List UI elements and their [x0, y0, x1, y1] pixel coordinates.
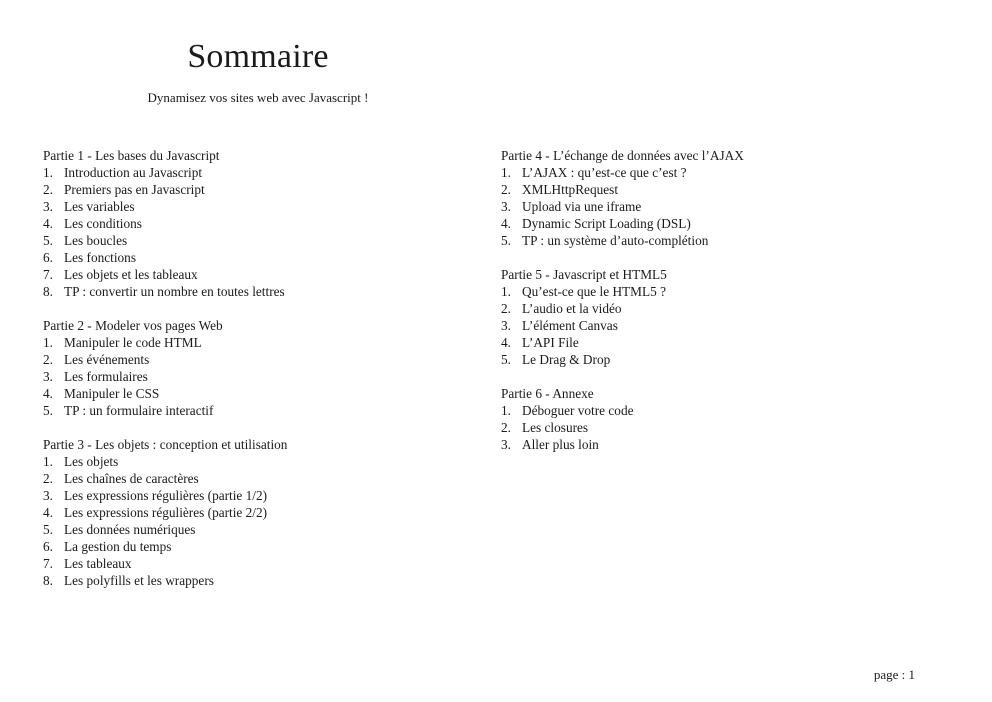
toc-chapter-number: 6.	[43, 250, 53, 265]
toc-chapter	[501, 181, 941, 198]
toc-chapter-label: Les objets	[64, 454, 119, 469]
toc-chapter	[43, 249, 483, 266]
toc-chapter	[43, 521, 483, 538]
toc-part-title: Partie 6 - Annexe	[501, 386, 594, 401]
toc-chapter-label: Les polyfills et les wrappers	[64, 573, 214, 588]
toc-chapter-number: 2.	[43, 471, 53, 486]
toc-chapter-number: 1.	[43, 165, 53, 180]
toc-part-title: Partie 4 - L’échange de données avec l’AJAX	[501, 148, 744, 163]
toc-chapter-number: 4.	[43, 505, 53, 520]
toc-chapter	[501, 317, 941, 334]
toc-chapter-number: 5.	[43, 522, 53, 537]
toc-chapter-number: 5.	[501, 233, 511, 248]
toc-part	[43, 317, 483, 419]
toc-chapter-label: Les objets et les tableaux	[64, 267, 198, 282]
toc-chapter-number: 3.	[501, 199, 511, 214]
toc-chapter	[43, 572, 483, 589]
toc-chapter	[43, 504, 483, 521]
toc-chapter	[501, 164, 941, 181]
toc-chapter-list	[501, 283, 941, 368]
toc-chapter	[501, 283, 941, 300]
toc-chapter-number: 4.	[43, 386, 53, 401]
toc-chapter-label: Introduction au Javascript	[64, 165, 203, 180]
toc-chapter-list	[501, 402, 941, 453]
toc-chapter-label: L’AJAX : qu’est-ce que c’est ?	[522, 165, 687, 180]
toc-chapter	[43, 232, 483, 249]
toc-chapter-number: 1.	[43, 335, 53, 350]
toc-chapter-label: XMLHttpRequest	[522, 182, 619, 197]
page-number: page : 1	[873, 667, 915, 682]
toc-chapter-number: 2.	[43, 182, 53, 197]
toc-chapter-label: Les données numériques	[64, 522, 196, 537]
toc-chapter-label: Premiers pas en Javascript	[64, 182, 205, 197]
toc-chapter-number: 1.	[501, 165, 511, 180]
toc-chapter-number: 4.	[501, 335, 511, 350]
toc-part-title: Partie 5 - Javascript et HTML5	[501, 267, 667, 282]
toc-chapter-label: TP : un formulaire interactif	[64, 403, 214, 418]
toc-chapter-label: Les expressions régulières (partie 1/2)	[64, 488, 268, 503]
toc-chapter-label: La gestion du temps	[64, 539, 172, 554]
toc-part	[501, 147, 941, 249]
toc-chapter	[43, 164, 483, 181]
toc-chapter-number: 3.	[43, 488, 53, 503]
toc-chapter-number: 4.	[501, 216, 511, 231]
toc-chapter-number: 1.	[501, 403, 511, 418]
toc-chapter	[43, 368, 483, 385]
toc-chapter-label: Manipuler le CSS	[64, 386, 160, 401]
toc-chapter-label: Le Drag & Drop	[522, 352, 611, 367]
toc-part	[43, 436, 483, 589]
toc-chapter	[43, 555, 483, 572]
toc-chapter	[501, 419, 941, 436]
toc-part	[43, 147, 483, 300]
toc-chapter-number: 6.	[43, 539, 53, 554]
toc-chapter	[43, 334, 483, 351]
toc-chapter-label: Déboguer votre code	[522, 403, 634, 418]
toc-chapter	[43, 351, 483, 368]
toc-part-title: Partie 3 - Les objets : conception et utilisation	[43, 437, 288, 452]
toc-chapter-label: Dynamic Script Loading (DSL)	[522, 216, 691, 231]
toc-chapter	[501, 300, 941, 317]
toc-chapter	[501, 436, 941, 453]
toc-chapter-label: Qu’est-ce que le HTML5 ?	[522, 284, 666, 299]
toc-chapter-number: 3.	[43, 369, 53, 384]
toc-chapter-label: Upload via une iframe	[522, 199, 642, 214]
toc-chapter-number: 2.	[43, 352, 53, 367]
toc-chapter-list	[43, 453, 483, 589]
toc-chapter-label: Les fonctions	[64, 250, 137, 265]
toc-chapter-label: L’élément Canvas	[522, 318, 618, 333]
toc-chapter-label: TP : convertir un nombre en toutes lettres	[64, 284, 285, 299]
toc-chapter-number: 1.	[501, 284, 511, 299]
toc-chapter-label: Les expressions régulières (partie 2/2)	[64, 505, 268, 520]
toc-chapter-number: 3.	[43, 199, 53, 214]
toc-part	[501, 266, 941, 368]
toc-chapter-number: 2.	[501, 182, 511, 197]
toc-chapter-number: 7.	[43, 556, 53, 571]
toc-chapter-label: TP : un système d’auto-complétion	[522, 233, 709, 248]
toc-chapter-number: 5.	[501, 352, 511, 367]
toc-chapter	[501, 334, 941, 351]
toc-column-left	[43, 147, 483, 606]
toc-chapter-number: 4.	[43, 216, 53, 231]
toc-chapter-number: 3.	[501, 437, 511, 452]
toc-part-title: Partie 1 - Les bases du Javascript	[43, 148, 220, 163]
toc-chapter-label: L’API File	[522, 335, 579, 350]
toc-chapter	[501, 198, 941, 215]
toc-column-right	[501, 147, 941, 470]
toc-chapter-label: Les variables	[64, 199, 135, 214]
toc-chapter-number: 8.	[43, 573, 53, 588]
toc-chapter-list	[43, 164, 483, 300]
toc-chapter-label: Manipuler le code HTML	[64, 335, 202, 350]
toc-chapter-label: L’audio et la vidéo	[522, 301, 622, 316]
toc-chapter-label: Les chaînes de caractères	[64, 471, 199, 486]
toc-chapter-number: 7.	[43, 267, 53, 282]
toc-chapter	[501, 351, 941, 368]
toc-chapter	[43, 181, 483, 198]
toc-chapter-number: 8.	[43, 284, 53, 299]
toc-chapter-number: 5.	[43, 403, 53, 418]
page-subtitle: Dynamisez vos sites web avec Javascript !	[147, 90, 369, 105]
toc-part	[501, 385, 941, 453]
toc-chapter-number: 2.	[501, 420, 511, 435]
page-title: Sommaire	[187, 38, 329, 75]
toc-chapter	[43, 198, 483, 215]
toc-chapter	[501, 232, 941, 249]
toc-chapter-label: Les formulaires	[64, 369, 148, 384]
toc-chapter	[43, 402, 483, 419]
toc-chapter	[43, 266, 483, 283]
toc-chapter	[43, 453, 483, 470]
toc-chapter-number: 2.	[501, 301, 511, 316]
toc-chapter-label: Les événements	[64, 352, 150, 367]
toc-chapter-label: Les boucles	[64, 233, 128, 248]
toc-chapter-list	[43, 334, 483, 419]
toc-chapter-label: Aller plus loin	[522, 437, 599, 452]
toc-chapter-label: Les conditions	[64, 216, 142, 231]
toc-part-title: Partie 2 - Modeler vos pages Web	[43, 318, 223, 333]
toc-chapter	[43, 215, 483, 232]
toc-chapter-number: 5.	[43, 233, 53, 248]
toc-chapter-number: 3.	[501, 318, 511, 333]
toc-chapter-list	[501, 164, 941, 249]
toc-chapter	[43, 385, 483, 402]
toc-chapter-label: Les closures	[522, 420, 589, 435]
toc-chapter-number: 1.	[43, 454, 53, 469]
toc-chapter	[43, 487, 483, 504]
toc-chapter	[501, 215, 941, 232]
toc-chapter	[43, 470, 483, 487]
toc-chapter-label: Les tableaux	[64, 556, 132, 571]
toc-chapter	[501, 402, 941, 419]
toc-chapter	[43, 283, 483, 300]
toc-chapter	[43, 538, 483, 555]
